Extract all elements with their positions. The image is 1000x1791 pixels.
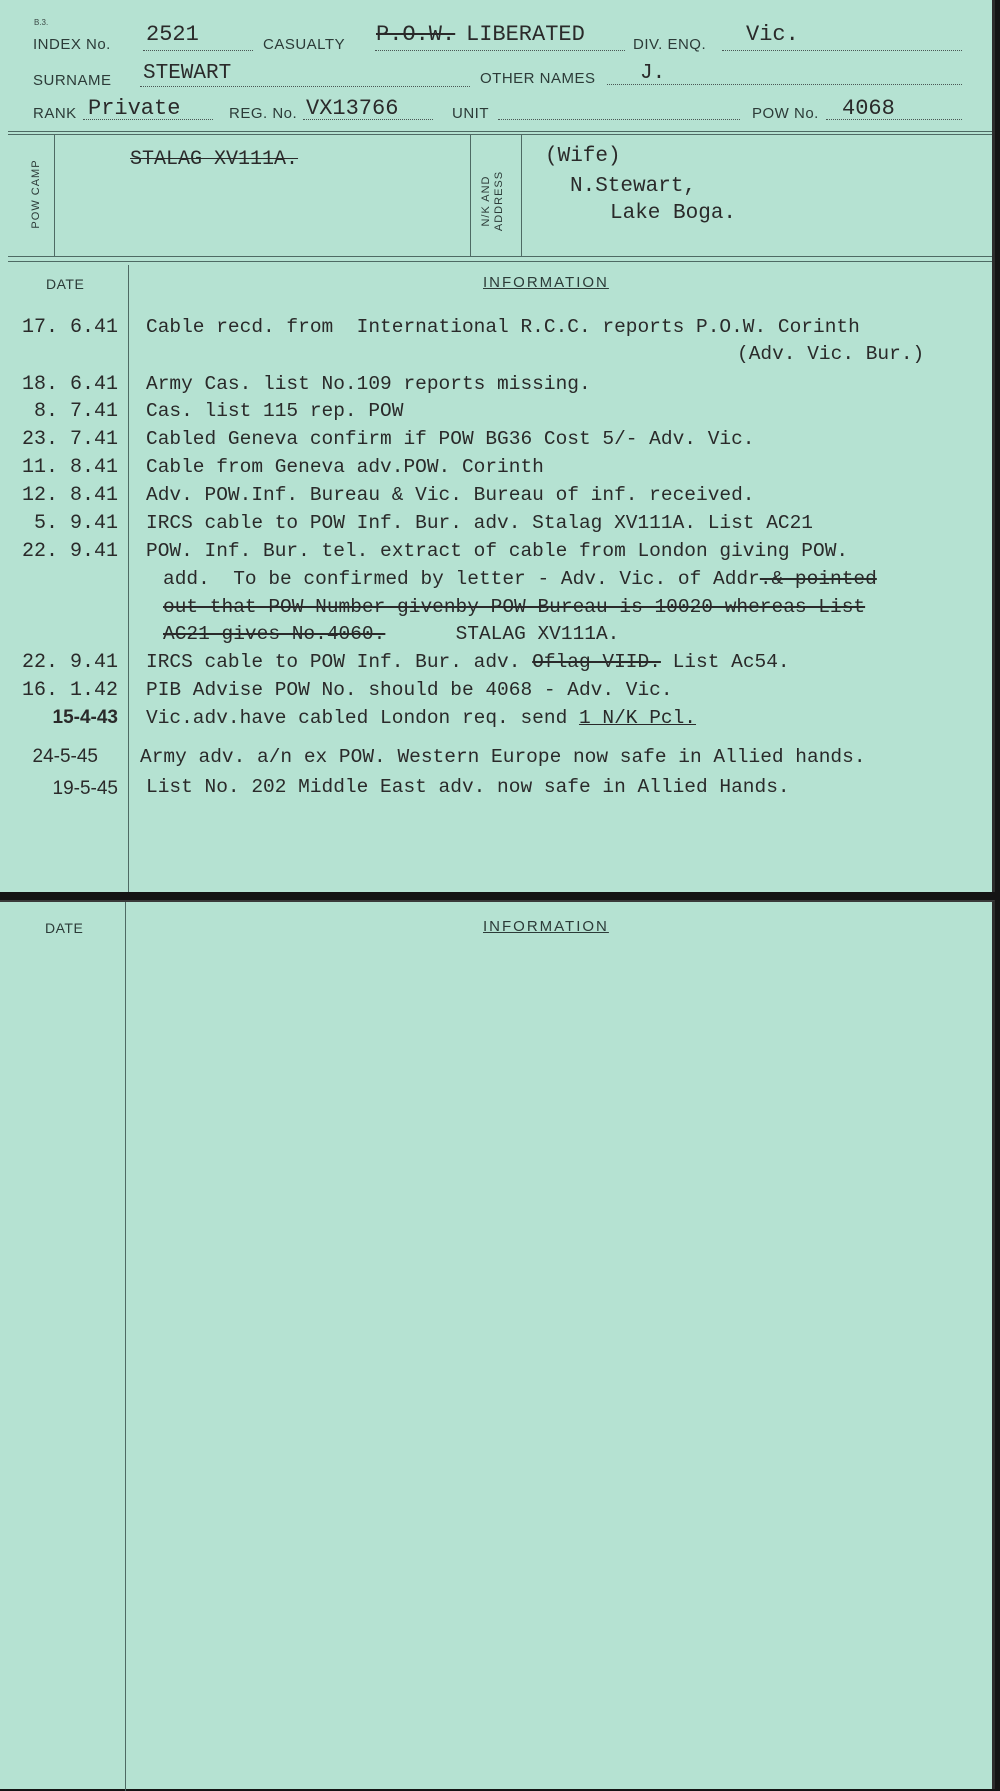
entry-text: Adv. POW.Inf. Bureau & Vic. Bureau of inf. received. bbox=[146, 484, 755, 506]
pow-no-value: 4068 bbox=[842, 96, 895, 121]
back-date-header: DATE bbox=[45, 920, 84, 936]
entry-text-continued bbox=[146, 707, 696, 729]
unit-dotline bbox=[498, 119, 740, 120]
index-dotline bbox=[143, 50, 253, 51]
form-code: B.3. bbox=[34, 18, 49, 27]
entry-text: Cable from Geneva adv.POW. Corinth bbox=[146, 456, 544, 478]
entry-date: 24-5-45 bbox=[32, 746, 98, 767]
entry-text: PIB Advise POW No. should be 4068 - Adv. Vic. bbox=[146, 679, 673, 701]
entry-text-part: Vic.adv.have cabled London req. send bbox=[146, 707, 568, 729]
unit-label: UNIT bbox=[452, 105, 489, 122]
camp-nk-divider bbox=[470, 134, 471, 256]
pow-camp-label: POW CAMP bbox=[30, 159, 42, 229]
entry-date: 19-5-45 bbox=[52, 778, 118, 799]
entry-text-struck: AC21 gives No.4060. bbox=[163, 623, 386, 645]
entry-text-struck: .& pointed bbox=[759, 568, 877, 590]
entry-text-part: STALAG XV111A. bbox=[455, 623, 620, 645]
entry-text-part: List Ac54. bbox=[660, 651, 790, 673]
reg-no-value: VX13766 bbox=[306, 96, 399, 121]
div-enq-value: Vic. bbox=[746, 22, 799, 47]
entry-date: 12. 8.41 bbox=[21, 484, 118, 507]
entry-text-struck: Oflag VIID. bbox=[532, 651, 661, 673]
rank-label: RANK bbox=[33, 105, 77, 122]
reg-no-label: REG. No. bbox=[229, 105, 298, 122]
entry-text-continued bbox=[146, 651, 790, 673]
nk-label-divider bbox=[521, 134, 522, 256]
casualty-label: CASUALTY bbox=[263, 36, 346, 53]
surname-label: SURNAME bbox=[33, 72, 112, 89]
table-top-rule bbox=[8, 261, 992, 262]
casualty-value: LIBERATED bbox=[466, 22, 585, 47]
entry-text: (Adv. Vic. Bur.) bbox=[737, 343, 925, 365]
entry-date: 15-4-43 bbox=[52, 707, 118, 728]
entry-text: IRCS cable to POW Inf. Bur. adv. Stalag XV111A. List AC21 bbox=[146, 512, 814, 534]
entry-text: Cas. list 115 rep. POW bbox=[146, 400, 404, 422]
surname-dotline bbox=[140, 86, 470, 87]
nk-address-label bbox=[480, 156, 506, 246]
surname-value: STEWART bbox=[143, 62, 232, 85]
camp-box-top-rule-2 bbox=[8, 134, 992, 135]
casualty-dotline bbox=[375, 50, 625, 51]
div-enq-label: DIV. ENQ. bbox=[633, 36, 707, 53]
entry-text: Cabled Geneva confirm if POW BG36 Cost 5/- Adv. Vic. bbox=[146, 428, 755, 450]
entry-text-part: IRCS cable to POW Inf. Bur. adv. bbox=[146, 651, 521, 673]
record-card-front bbox=[0, 0, 995, 892]
camp-box-bottom-rule bbox=[8, 256, 992, 257]
casualty-struck: P.O.W. bbox=[376, 22, 456, 47]
entry-text: Cable recd. from International R.C.C. reports P.O.W. Corinth bbox=[146, 316, 860, 338]
entry-text: Army adv. a/n ex POW. Western Europe now safe in Allied hands. bbox=[140, 746, 866, 768]
nk-line2: N.Stewart, bbox=[570, 175, 697, 198]
date-header: DATE bbox=[46, 276, 85, 292]
back-information-header: INFORMATION bbox=[483, 918, 609, 935]
entry-date: 23. 7.41 bbox=[21, 428, 118, 451]
nk-address-label-line2: ADDRESS bbox=[493, 170, 505, 232]
entry-date: 16. 1.42 bbox=[21, 679, 118, 702]
entry-text-underlined: 1 N/K Pcl. bbox=[578, 707, 697, 729]
camp-label-divider bbox=[54, 134, 55, 256]
index-label: INDEX No. bbox=[33, 36, 111, 53]
date-column-divider bbox=[128, 265, 129, 892]
index-value: 2521 bbox=[146, 22, 199, 47]
entry-text-continued bbox=[163, 568, 877, 590]
back-date-column-divider bbox=[125, 902, 126, 1791]
entry-date: 18. 6.41 bbox=[21, 373, 118, 396]
entry-text-struck-line: out that POW Number givenby POW Bureau is 10020 whereas List bbox=[163, 596, 866, 618]
entry-date: 22. 9.41 bbox=[21, 540, 118, 563]
nk-address-label-line1: N/K AND bbox=[480, 175, 492, 227]
record-card-back bbox=[0, 900, 995, 1789]
other-names-value: J. bbox=[640, 62, 666, 85]
entry-date: 11. 8.41 bbox=[21, 456, 118, 479]
entry-text-part: add. To be confirmed by letter - Adv. Vic. of Addr bbox=[163, 568, 760, 590]
information-header: INFORMATION bbox=[483, 274, 609, 291]
entry-date: 22. 9.41 bbox=[21, 651, 118, 674]
div-enq-dotline bbox=[722, 50, 962, 51]
entry-text: List No. 202 Middle East adv. now safe in Allied Hands. bbox=[146, 776, 790, 798]
rank-value: Private bbox=[88, 96, 181, 121]
pow-no-label: POW No. bbox=[752, 105, 819, 122]
pow-camp-value: STALAG XV111A. bbox=[130, 148, 299, 171]
other-names-label: OTHER NAMES bbox=[480, 70, 596, 87]
entry-text-continued bbox=[163, 623, 619, 645]
entry-text: Army Cas. list No.109 reports missing. bbox=[146, 373, 591, 395]
entry-date: 17. 6.41 bbox=[21, 316, 118, 339]
entry-text: POW. Inf. Bur. tel. extract of cable from London giving POW. bbox=[146, 540, 849, 562]
entry-date: 5. 9.41 bbox=[33, 512, 118, 535]
nk-line3: Lake Boga. bbox=[610, 202, 737, 225]
nk-line1: (Wife) bbox=[545, 145, 621, 168]
entry-date: 8. 7.41 bbox=[33, 400, 118, 423]
camp-box-top-rule bbox=[8, 131, 992, 132]
